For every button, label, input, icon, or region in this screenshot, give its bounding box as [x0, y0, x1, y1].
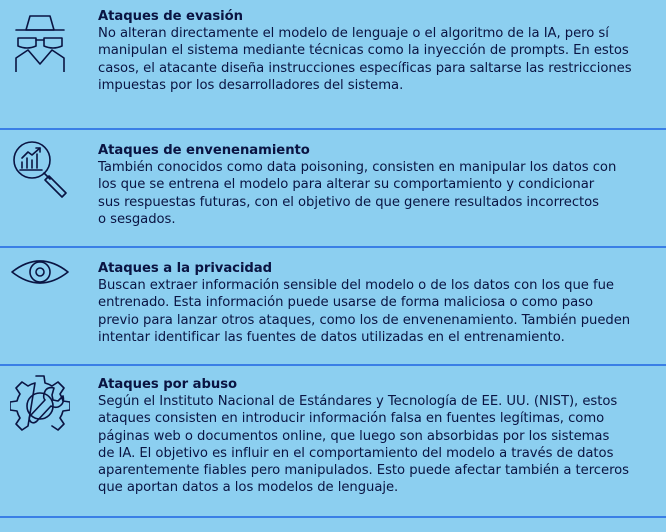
- eye-icon: [10, 254, 70, 314]
- section-line: de IA. El objetivo es influir en el comportamiento del modelo a través de datos: [98, 445, 614, 461]
- divider: [0, 364, 666, 366]
- section-line: los que se entrena el modelo para alterar su comportamiento y condicionar: [98, 177, 595, 193]
- section-line: Buscan extraer información sensible del modelo o de los datos con los que fue: [98, 278, 614, 294]
- divider: [0, 246, 666, 248]
- section-line: ataques consisten en introducir información falsa en fuentes legítimas, como: [98, 411, 605, 427]
- magnifier-chart-icon: [10, 138, 70, 198]
- section-title: Ataques de evasión: [98, 9, 243, 24]
- section-line: manipulan el sistema mediante técnicas como la inyección de prompts. En estos: [98, 43, 629, 59]
- section-title: Ataques a la privacidad: [98, 261, 273, 276]
- section-line: o sesgados.: [98, 211, 176, 227]
- section-title: Ataques por abuso: [98, 377, 238, 392]
- section-line: previo para lanzar otros ataques, como los de envenenamiento. También pueden: [98, 312, 631, 328]
- section-line: aparentemente fiables pero manipulados. Esto puede afectar también a terceros: [98, 463, 629, 479]
- spy-incognito-icon: [10, 12, 70, 72]
- section-line: entrenado. Esta información puede usarse de forma maliciosa o como paso: [98, 295, 593, 311]
- section-line: intentar identificar las fuentes de datos utilizadas en el entrenamiento.: [98, 329, 565, 345]
- divider: [0, 128, 666, 130]
- section-line: que aportan datos a los modelos de lenguaje.: [98, 480, 399, 496]
- section-line: sus respuestas futuras, con el objetivo de que genere resultados incorrectos: [98, 194, 600, 210]
- section-line: Según el Instituto Nacional de Estándares y Tecnología de EE. UU. (NIST), estos: [98, 394, 618, 410]
- section-line: impuestas por los desarrolladores del sistema.: [98, 77, 404, 93]
- section-line: También conocidos como data poisoning, consisten en manipular los datos con: [98, 160, 617, 176]
- divider: [0, 516, 666, 518]
- section-line: páginas web o documentos online, que luego son absorbidas por los sistemas: [98, 428, 610, 444]
- gear-wrench-icon: [10, 372, 70, 432]
- section-line: casos, el atacante diseña instrucciones específicas para saltarse las restricciones: [98, 60, 632, 76]
- section-line: No alteran directamente el modelo de lenguaje o el algoritmo de la IA, pero sí: [98, 26, 609, 42]
- section-title: Ataques de envenenamiento: [98, 143, 310, 158]
